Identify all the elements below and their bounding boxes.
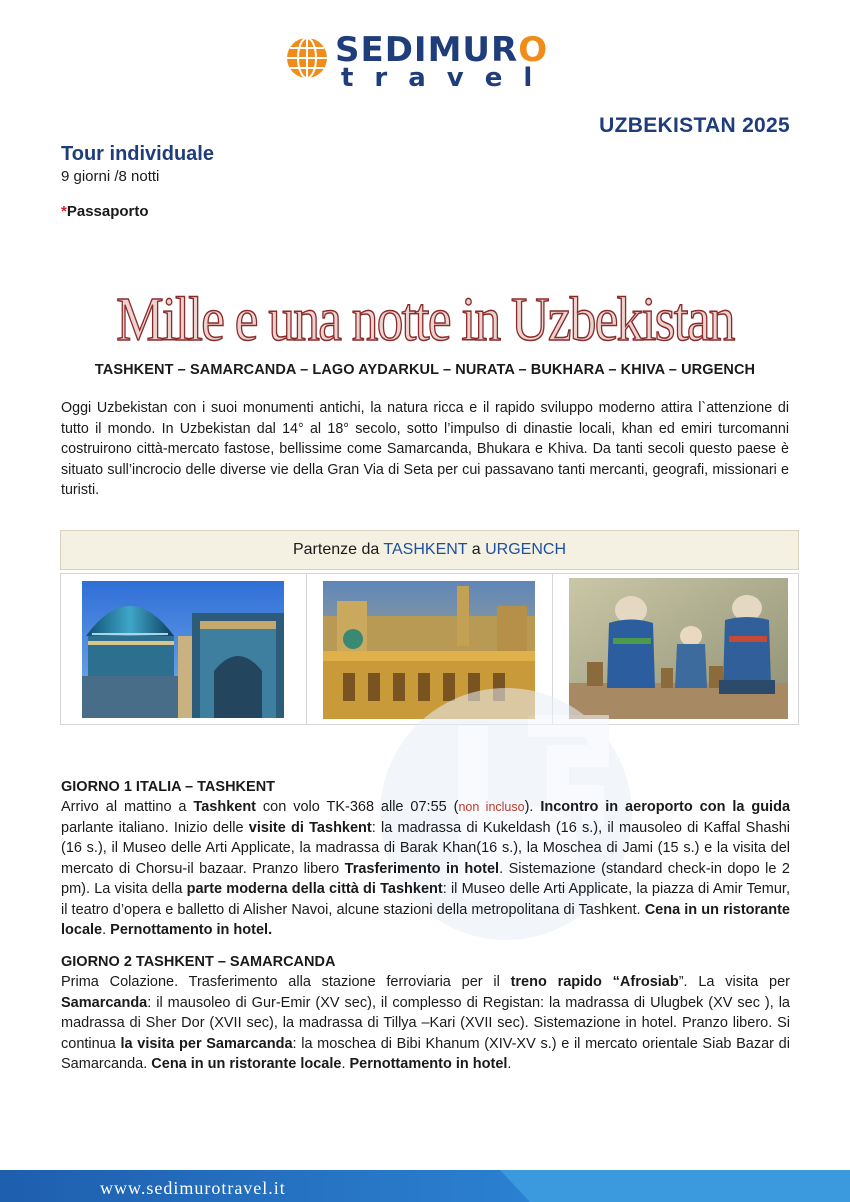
brand-name: SEDIMURO xyxy=(335,30,549,70)
route-line: TASHKENT – SAMARCANDA – LAGO AYDARKUL – NURATA – BUKHARA – KHIVA – URGENCH xyxy=(94,362,756,378)
mosque-dome-photo xyxy=(82,581,284,718)
tour-type: Tour individuale xyxy=(61,143,214,165)
country-year-heading: UZBEKISTAN 2025 xyxy=(599,114,790,137)
day-1-title: GIORNO 1 ITALIA – TASHKENT xyxy=(61,779,276,795)
brand-subtitle: travel xyxy=(341,63,554,93)
intro-paragraph: Oggi Uzbekistan con i suoi monumenti antichi, la natura ricca e il rapido sviluppo moderno attira l`attenzione di tutto il mondo. In Uzbekistan dal 14° al 18° secolo, sotto l’impulso di dinastie locali, khan ed emiri turcomanni costruirono città-mercato fastose, bellissime come Samarcanda, Bhukara e Khiva. Da tanti secoli questo paese è situato sull’incrocio delle diverse vie della Gran Via di Seta per cui passavano tanti mercanti, geografi, missionari e turisti. xyxy=(61,400,789,498)
day-1-section xyxy=(61,779,790,941)
brand-logo xyxy=(283,30,583,93)
day-1-description: Arrivo al mattino a Tashkent con volo TK-368 alle 07:55 (non incluso). Incontro in aeroporto con la guida parlante italiano. Inizio delle visite di Tashkent: la madrassa di Kukeldash (16 s.), il mausoleo di Kaffal Shashi (16 s.), il Museo delle Arti Applicate, la madrassa di Barak Khan(16 s.), la Moschea di Jami (15 s.) e la visita del mercato di Chorsu-il bazaar. Pranzo libero Trasferimento in hotel. Sistemazione (standard check-in dopo le 2 pm). La visita della parte moderna della città di Tashkent: il Museo delle Arti Applicate, la piazza di Amir Temur, il teatro d’opera e balletto di Alisher Navoi, alcune stazioni della metropolitana di Tashkent. Cena in un ristorante locale. Pernottamento in hotel. xyxy=(61,799,791,938)
passport-note: *Passaporto xyxy=(61,203,149,220)
globe-icon xyxy=(285,36,329,80)
day-2-title: GIORNO 2 TASHKENT – SAMARCANDA xyxy=(61,954,336,970)
website-link[interactable]: www.sedimurotravel.it xyxy=(100,1178,286,1198)
day-2-description: Prima Colazione. Trasferimento alla stazione ferroviaria per il treno rapido “Afrosiab”. La visita per Samarcanda: il mausoleo di Gur-Emir (XV sec), il complesso di Registan: la madrassa di Ulugbek (XV sec ), la madrassa di Sher Dor (XVII sec), la madrassa di Tillya –Kari (XVII sec). Sistemazione in hotel. Pranzo libero. Si continua la visita per Samarcanda: la moschea di Bibi Khanum (XIV-XV s.) e il mercato orientale Siab Bazar di Samarcanda. Cena in un ristorante locale. Pernottamento in hotel. xyxy=(61,974,790,1072)
page-title: Mille e una notte in Uzbekistan xyxy=(116,286,734,354)
tour-duration: 9 giorni /8 notti xyxy=(61,168,160,185)
departure-bar: Partenze da TASHKENT a URGENCH xyxy=(60,530,799,570)
day-2-section xyxy=(61,954,790,1075)
